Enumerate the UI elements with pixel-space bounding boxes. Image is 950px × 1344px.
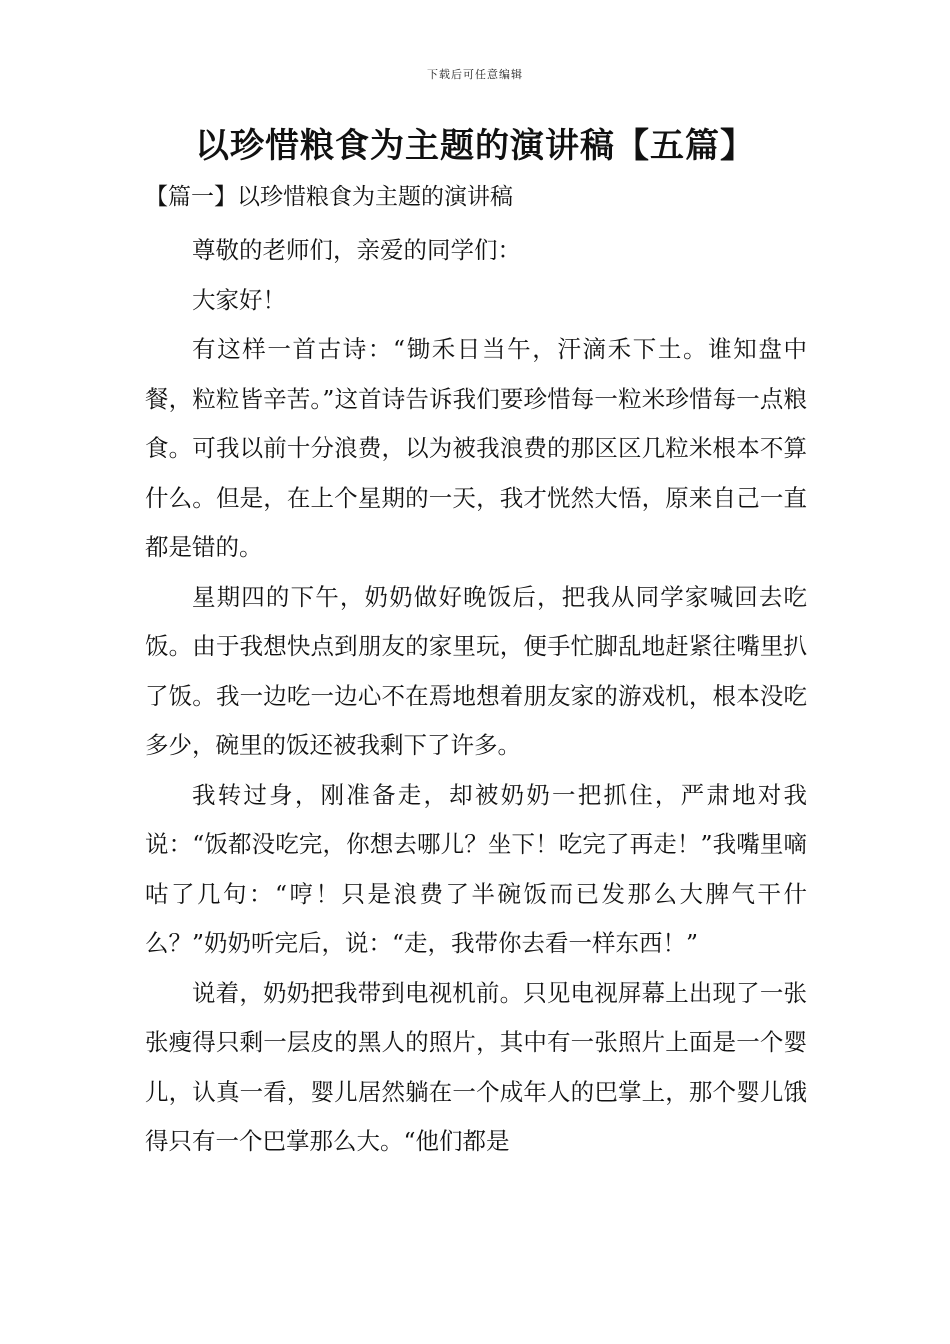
document-body bbox=[145, 226, 807, 1167]
body-paragraph: 有这样一首古诗：“锄禾日当午，汗滴禾下土。谁知盘中餐，粒粒皆辛苦。”这首诗告诉我们要珍惜每一粒米珍惜每一点粮食。可我以前十分浪费，以为被我浪费的那区区几粒米根本不算什么。但是，在上个星期的一天，我才恍然大悟，原来自己一直都是错的。 bbox=[145, 335, 807, 561]
header-note: 下载后可任意编辑 bbox=[427, 68, 523, 81]
body-paragraph: 我转过身，刚准备走，却被奶奶一把抓住，严肃地对我说：“饭都没吃完，你想去哪儿？坐下！吃完了再走！”我嘴里嘀咕了几句：“哼！只是浪费了半碗饭而已发那么大脾气干什么？”奶奶听完后，说：“走，我带你去看一样东西！” bbox=[145, 780, 807, 957]
salutation-paragraph: 尊敬的老师们，亲爱的同学们： bbox=[192, 236, 521, 264]
section-heading: 【篇一】以珍惜粮食为主题的演讲稿 bbox=[145, 184, 513, 210]
greeting-paragraph: 大家好！ bbox=[192, 285, 286, 314]
document-title: 以珍惜粮食为主题的演讲稿【五篇】 bbox=[195, 126, 755, 166]
body-paragraph: 说着，奶奶把我带到电视机前。只见电视屏幕上出现了一张张瘦得只剩一层皮的黑人的照片，其中有一张照片上面是一个婴儿，认真一看，婴儿居然躺在一个成年人的巴掌上，那个婴儿饿得只有一个巴掌那么大。“他们都是 bbox=[145, 978, 807, 1155]
body-paragraph: 星期四的下午，奶奶做好晚饭后，把我从同学家喊回去吃饭。由于我想快点到朋友的家里玩，便手忙脚乱地赶紧往嘴里扒了饭。我一边吃一边心不在焉地想着朋友家的游戏机，根本没吃多少，碗里的饭还被我剩下了许多。 bbox=[145, 582, 807, 759]
